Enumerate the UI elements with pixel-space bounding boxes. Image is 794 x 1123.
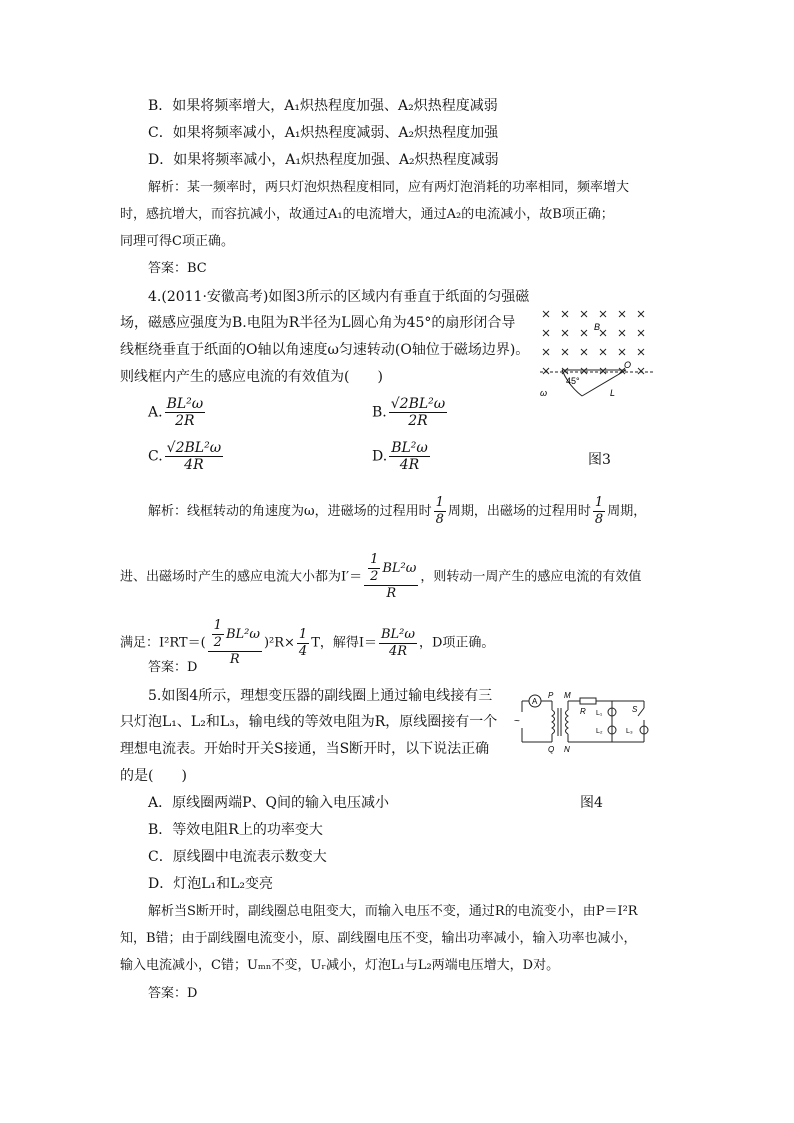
q3-option-c: C．如果将频率减小，A₁炽热程度减弱、A₂炽热程度加强	[148, 125, 499, 141]
q5-stem-3: 理想电流表。开始时开关S接通，当S断开时，以下说法正确	[120, 741, 490, 757]
q4-analysis-3: 满足：I²RT＝( $\frac{1}{2}$ BL²ω R )²R× $\frac{1}{4}$ T，解得I＝ $\frac{\text{BL²ω}}{4R}$ ，D项正确。	[120, 618, 495, 667]
q5-transformer-circuit-figure	[512, 688, 658, 754]
fig3-label-angle: 45°	[566, 376, 580, 386]
q4-stem-4: 则线框内产生的感应电流的有效值为( )	[120, 369, 383, 385]
fig4-label-s: S	[632, 705, 638, 714]
q4-option-c: C. $\frac{\text{√2BL²ω}}{4R}$	[148, 440, 222, 473]
q4-figure-caption: 图3	[588, 452, 611, 468]
q4-analysis-2: 进、出磁场时产生的感应电流大小都为I′＝ $\frac{1}{2}$ BL²ω R ，则转动一周产生的感应电流的有效值	[120, 552, 642, 601]
fig3-label-l: L	[610, 388, 616, 398]
q4-magnetic-field-figure	[536, 304, 660, 400]
q3-option-b: B．如果将频率增大，A₁炽热程度加强、A₂炽热程度减弱	[148, 98, 498, 114]
fig4-label-p: P	[548, 691, 554, 700]
fig4-label-l3: L₃	[626, 728, 633, 735]
q3-analysis-1: 解析：某一频率时，两只灯泡炽热程度相同，应有两灯泡消耗的功率相同，频率增大	[148, 180, 630, 195]
q5-analysis-3: 输入电流减小，C错；Uₘₙ不变，Uᵣ减小，灯泡L₁与L₂两端电压增大，D对。	[120, 958, 560, 973]
q3-option-d: D．如果将频率减小，A₁炽热程度加强、A₂炽热程度减弱	[148, 152, 499, 168]
q3-analysis-3: 同理可得C项正确。	[120, 234, 234, 249]
fig4-ammeter-label: A	[532, 697, 538, 706]
fig4-label-r: R	[580, 707, 586, 716]
q5-option-d: D．灯泡L₁和L₂变亮	[148, 876, 274, 892]
q4-option-b: B. $\frac{\text{√2BL²ω}}{2R}$	[372, 396, 446, 429]
q4-option-a: A. $\frac{\text{BL²ω}}{2R}$	[148, 396, 204, 429]
q5-answer: 答案：D	[148, 986, 198, 1001]
q4-analysis-1: 解析：线框转动的角速度为ω，进磁场的过程用时 $\frac{1}{8}$ 周期，出磁场的过程用时 $\frac{1}{8}$ 周期，	[148, 495, 647, 527]
q4-stem-1: 4.(2011·安徽高考)如图3所示的区域内有垂直于纸面的匀强磁	[148, 289, 530, 305]
q4-answer: 答案：D	[148, 660, 198, 675]
q3-analysis-2: 时，感抗增大，而容抗减小，故通过A₁的电流增大，通过A₂的电流减小，故B项正确；	[120, 207, 614, 222]
q3-answer: 答案：BC	[148, 261, 207, 276]
fig4-label-m: M	[564, 691, 571, 700]
fig4-source-symbol: ~	[514, 716, 520, 727]
q5-stem-1: 5.如图4所示，理想变压器的副线圈上通过输电线接有三	[148, 688, 493, 704]
fig4-label-l1: L₁	[596, 710, 603, 717]
fig4-label-n: N	[564, 745, 570, 754]
fig3-label-o: O	[624, 360, 632, 370]
q5-option-c: C．原线圈中电流表示数变大	[148, 849, 327, 865]
q4-option-d: D. $\frac{\text{BL²ω}}{4R}$	[372, 440, 428, 473]
fig3-label-omega: ω	[540, 388, 548, 398]
q5-figure-caption: 图4	[580, 795, 603, 811]
q5-option-a: A．原线圈两端P、Q间的输入电压减小	[148, 795, 390, 811]
fig4-label-q: Q	[548, 745, 555, 754]
q4-stem-3: 线框绕垂直于纸面的O轴以角速度ω匀速转动(O轴位于磁场边界)。	[120, 342, 530, 358]
q4-stem-2: 场，磁感应强度为B.电阻为R半径为L圆心角为45°的扇形闭合导	[120, 315, 516, 331]
q5-analysis-1: 解析当S断开时，副线圈总电阻变大，而输入电压不变，通过R的电流变小，由P＝I²R	[148, 904, 638, 919]
q5-analysis-2: 知，B错；由于副线圈电流变小，原、副线圈电压不变，输出功率减小，输入功率也减小，	[120, 931, 637, 946]
q5-option-b: B．等效电阻R上的功率变大	[148, 822, 323, 838]
fig4-label-l2: L₂	[596, 728, 603, 735]
fig3-label-b: B	[594, 322, 601, 332]
q5-stem-4: 的是( )	[120, 768, 187, 784]
q5-stem-2: 只灯泡L₁、L₂和L₃，输电线的等效电阻为R，原线圈接有一个	[120, 714, 498, 730]
